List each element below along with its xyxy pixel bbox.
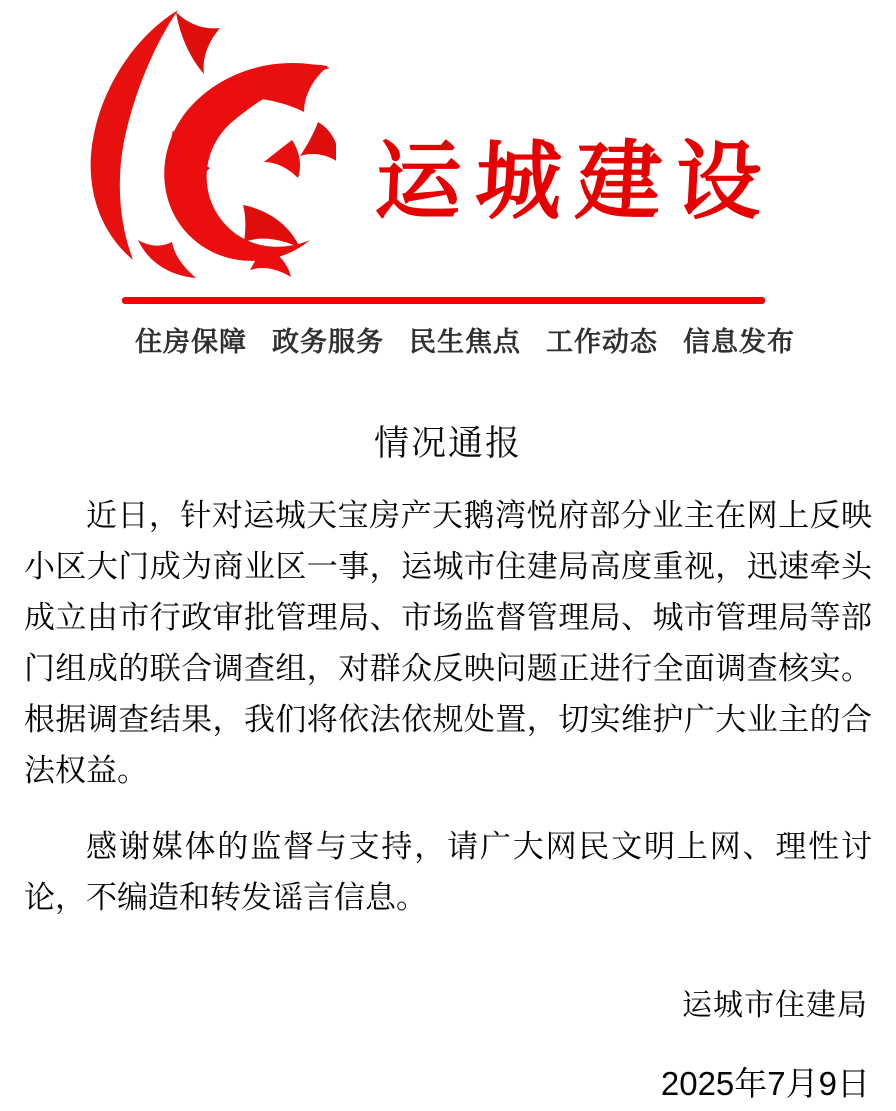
phoenix-flame-logo [78,10,336,278]
nav-item-government-services[interactable]: 政务服务 [272,327,384,357]
notice-paragraph: 近日，针对运城天宝房产天鹅湾悦府部分业主在网上反映小区大门成为商业区一事，运城市住建局高度重视，迅速牵头成立由市行政审批管理局、市场监督管理局、城市管理局等部门组成的联合调查组，对群众反映问题正进行全面调查核实。根据调查结果，我们将依法依规处置，切实维护广大业主的合法权益。 [24,498,872,788]
notice-body [24,490,872,948]
nav-menu [135,320,795,359]
nav-item-work-updates[interactable]: 工作动态 [546,327,658,357]
nav-item-housing-security[interactable]: 住房保障 [135,327,247,357]
header-divider [122,297,765,304]
nav-item-information-release[interactable]: 信息发布 [683,327,795,357]
nav-item-livelihood-focus[interactable]: 民生焦点 [409,327,521,357]
date: 2025年7月9日 [660,1065,870,1102]
notice-title: 情况通报 [373,424,522,463]
signature: 运城市住建局 [682,989,868,1022]
brand-calligraphy: 运城建设 [372,131,779,232]
notice-paragraph: 感谢媒体的监督与支持，请广大网民文明上网、理性讨论，不编造和转发谣言信息。 [24,829,872,915]
